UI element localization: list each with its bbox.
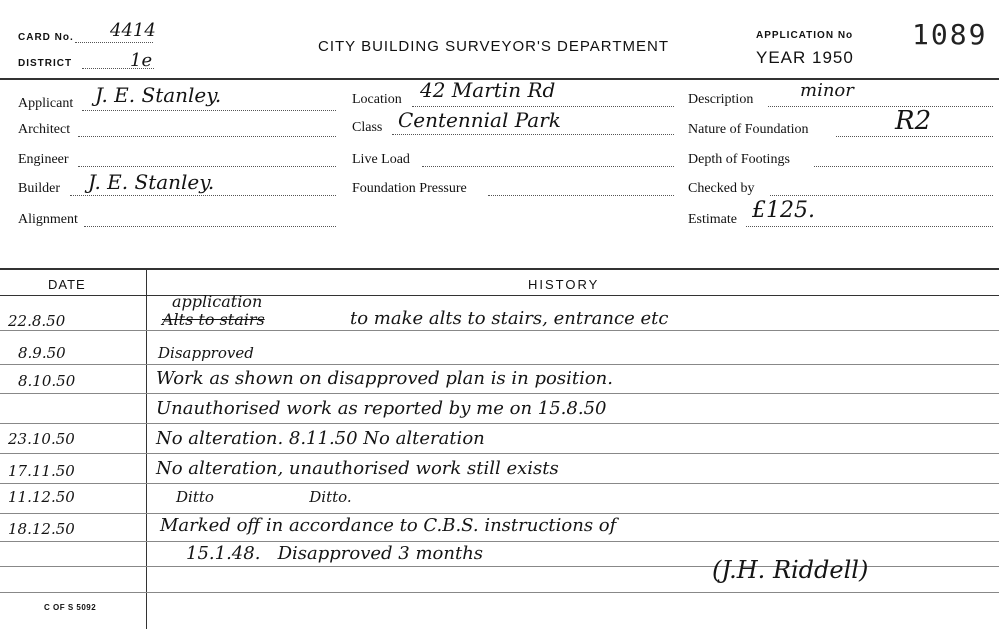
ruled-line: [0, 453, 999, 454]
ruled-line: [0, 592, 999, 593]
nature-value: R2: [895, 106, 932, 136]
description-value: minor: [800, 80, 854, 101]
builder-label: Builder: [18, 181, 60, 196]
nature-label: Nature of Foundation: [688, 122, 809, 137]
department-title: CITY BUILDING SURVEYOR'S DEPARTMENT: [318, 38, 669, 55]
location-value: 42 Martin Rd: [420, 78, 556, 102]
ruled-line: [0, 330, 999, 331]
card-no-rule: [75, 42, 153, 43]
history-date: 22.8.50: [8, 312, 66, 330]
district-label: DISTRICT: [18, 58, 73, 69]
history-struck-text: Alts to stairs: [162, 310, 265, 329]
foundation-pressure-label: Foundation Pressure: [352, 181, 467, 196]
applicant-value: J. E. Stanley.: [95, 83, 222, 107]
depth-rule: [814, 166, 993, 167]
history-text: Disapproved: [158, 344, 254, 362]
history-date: 23.10.50: [8, 430, 75, 448]
history-header: HISTORY: [528, 277, 600, 292]
signature: (J.H. Riddell): [712, 556, 869, 584]
alignment-label: Alignment: [18, 212, 78, 227]
ruled-line: [0, 423, 999, 424]
nature-rule: [836, 136, 993, 137]
history-text: Unauthorised work as reported by me on 15.8.50: [156, 398, 607, 419]
history-text: 15.1.48. Disapproved 3 months: [186, 543, 484, 564]
ruled-line: [0, 541, 999, 542]
date-header: DATE: [48, 277, 86, 292]
class-rule: [392, 134, 674, 135]
ruled-line: [0, 364, 999, 365]
location-label: Location: [352, 92, 402, 107]
description-label: Description: [688, 92, 754, 107]
history-text: Ditto Ditto.: [176, 488, 352, 506]
live-load-rule: [422, 166, 674, 167]
history-date: 11.12.50: [8, 488, 75, 506]
live-load-label: Live Load: [352, 152, 410, 167]
year: YEAR 1950: [756, 48, 854, 67]
estimate-value: £125.: [752, 198, 815, 223]
engineer-rule: [78, 166, 336, 167]
applicant-rule: [82, 110, 336, 111]
card-no-value: 4414: [110, 20, 156, 41]
depth-label: Depth of Footings: [688, 152, 790, 167]
applicant-label: Applicant: [18, 96, 74, 111]
history-top-border: [0, 268, 999, 270]
history-date: 8.10.50: [18, 372, 76, 390]
engineer-label: Engineer: [18, 152, 69, 167]
ruled-line: [0, 513, 999, 514]
checked-label: Checked by: [688, 181, 755, 196]
builder-value: J. E. Stanley.: [88, 170, 215, 194]
history-annotation: application: [172, 292, 263, 311]
history-text: No alteration, unauthorised work still exists: [156, 458, 559, 479]
ruled-line: [0, 483, 999, 484]
card-no-label: CARD No.: [18, 32, 74, 43]
district-value: 1e: [130, 50, 153, 71]
architect-rule: [78, 136, 336, 137]
history-header-divider: [0, 295, 999, 296]
builder-rule: [70, 195, 336, 196]
description-rule: [768, 106, 993, 107]
location-rule: [412, 106, 674, 107]
date-column-divider: [146, 268, 147, 629]
application-no-value: 1089: [912, 18, 988, 51]
application-no-label: APPLICATION No: [756, 30, 854, 41]
history-text: Work as shown on disapproved plan is in position.: [156, 368, 613, 389]
history-date: 17.11.50: [8, 462, 75, 480]
foundation-pressure-rule: [488, 195, 674, 196]
architect-label: Architect: [18, 122, 71, 137]
ruled-line: [0, 393, 999, 394]
estimate-label: Estimate: [688, 212, 737, 227]
form-code: C OF S 5092: [44, 603, 97, 612]
history-text: No alteration. 8.11.50 No alteration: [156, 428, 485, 449]
estimate-rule: [746, 226, 993, 227]
checked-rule: [770, 195, 993, 196]
class-value: Centennial Park: [398, 108, 561, 132]
history-date: 18.12.50: [8, 520, 75, 538]
history-text: Marked off in accordance to C.B.S. instructions of: [160, 515, 617, 536]
class-label: Class: [352, 120, 383, 135]
history-date: 8.9.50: [18, 344, 66, 362]
alignment-rule: [84, 226, 336, 227]
history-text: to make alts to stairs, entrance etc: [350, 308, 669, 329]
